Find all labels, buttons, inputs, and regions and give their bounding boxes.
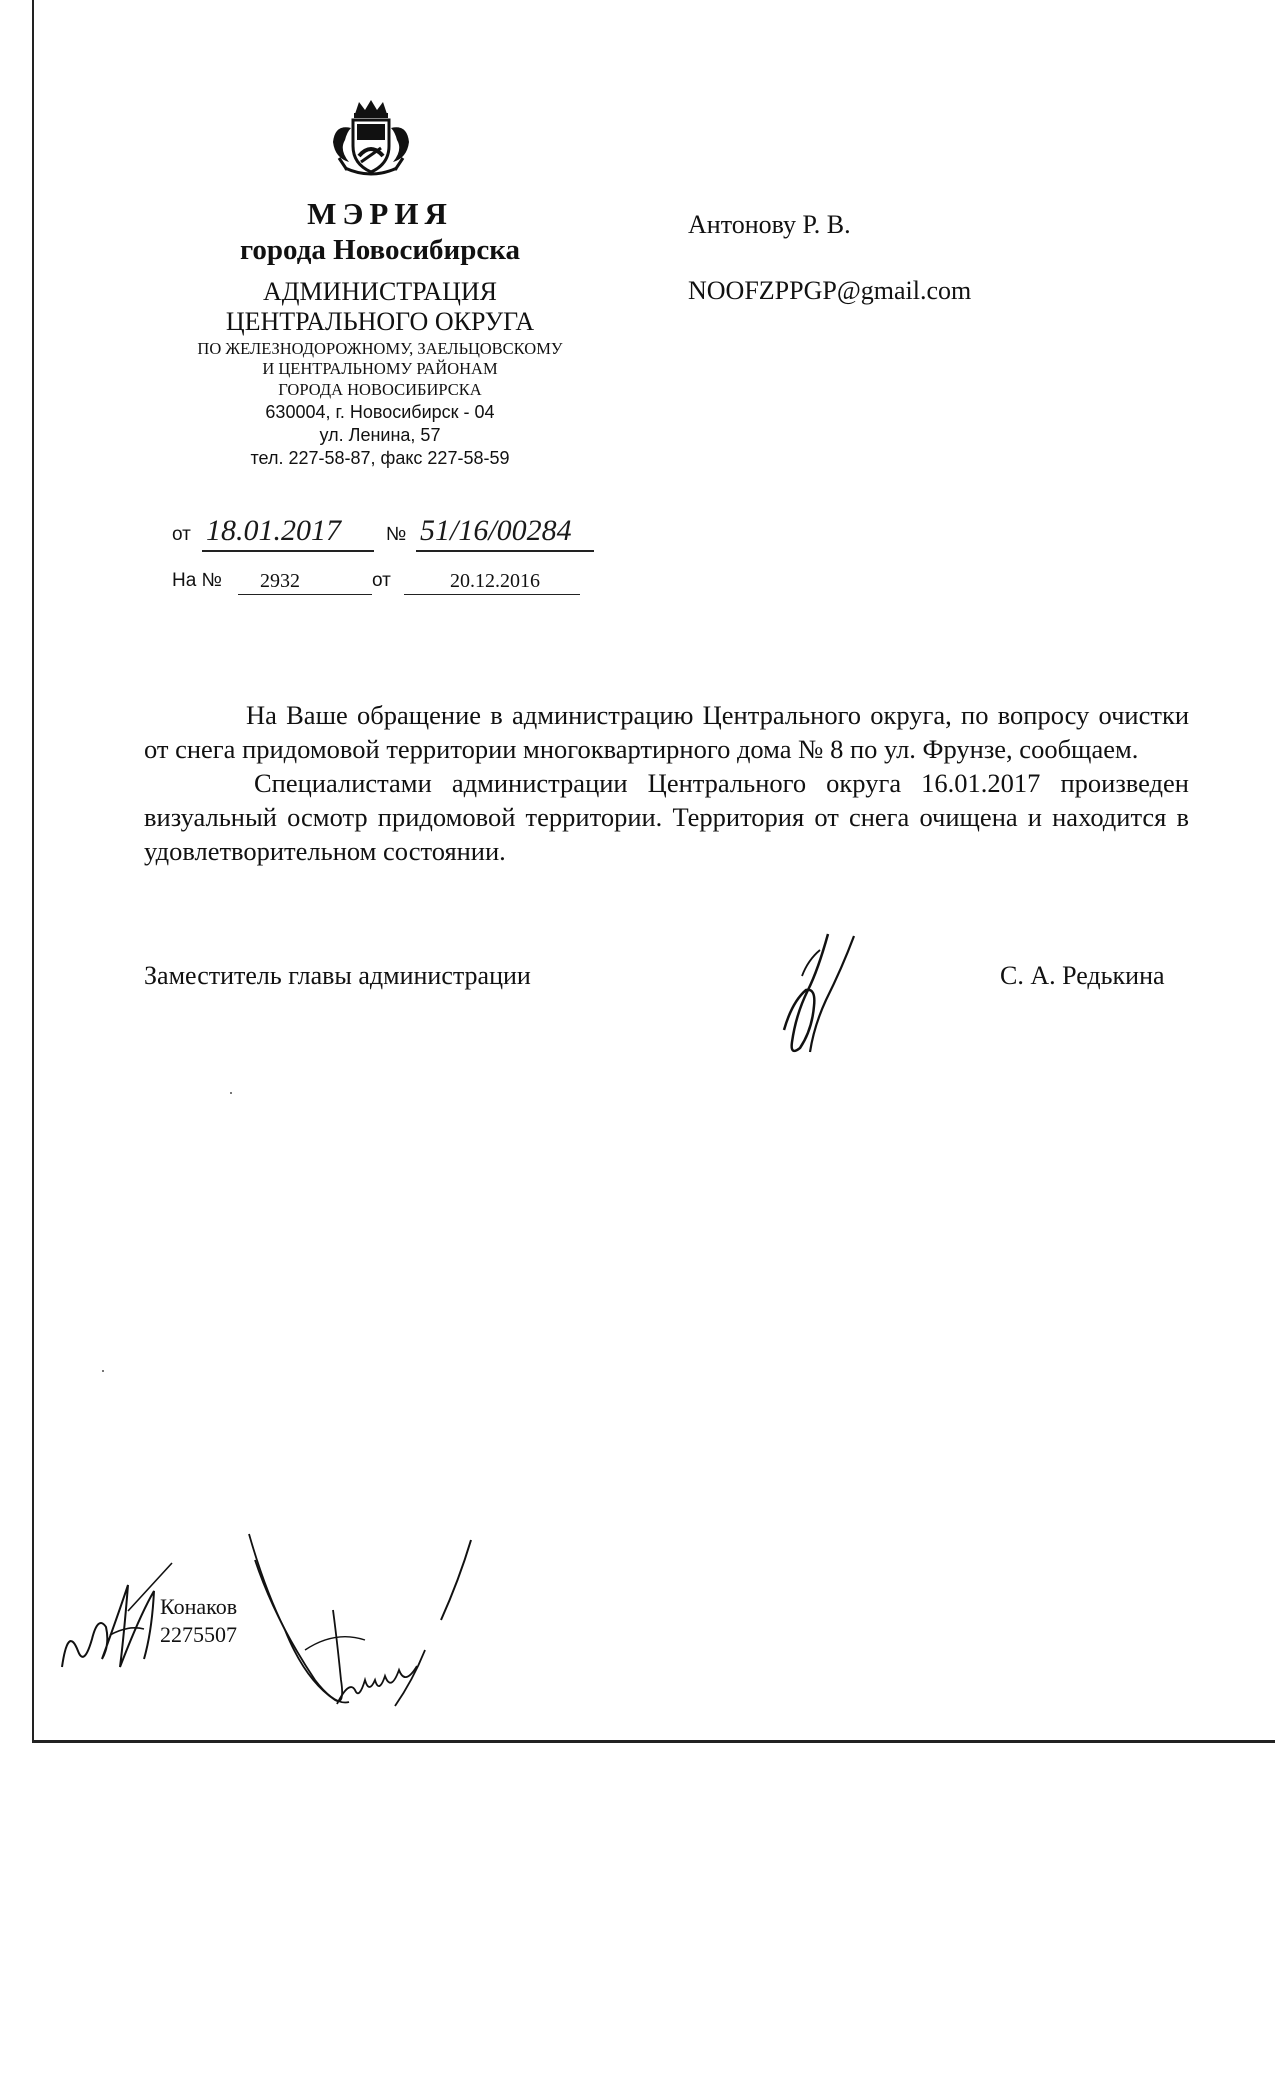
- incoming-from-label: от: [372, 570, 391, 591]
- executor-phone: 2275507: [160, 1622, 237, 1647]
- body-paragraph-2: Специалистами администрации Центрального округа 16.01.2017 произведен визуальный осмотр придомовой территории. Территория от снега очищена и находится в удовлетворительном состоянии.: [144, 768, 1189, 866]
- outgoing-from-label: от: [172, 524, 191, 545]
- outgoing-number-label: №: [386, 524, 407, 545]
- letterhead-admin: АДМИНИСТРАЦИЯ: [263, 276, 497, 306]
- outgoing-date-underline: [202, 550, 374, 552]
- letterhead-address-2: ул. Ленина, 57: [319, 425, 441, 446]
- body-paragraph-1: На Ваше обращение в администрацию Центрального округа, по вопросу очистки от снега придомовой территории многоквартирного дома № 8 по ул. Фрунзе, сообщаем.: [144, 700, 1189, 764]
- incoming-number: 2932: [260, 570, 300, 592]
- incoming-number-underline: [238, 594, 372, 595]
- letterhead-address-1: 630004, г. Новосибирск - 04: [265, 401, 495, 422]
- large-signature-icon: [245, 1530, 475, 1710]
- outgoing-number: 51/16/00284: [420, 514, 572, 547]
- incoming-label: На №: [172, 570, 222, 591]
- letterhead-meria: МЭРИЯ: [307, 196, 453, 231]
- coat-of-arms-icon: [325, 98, 417, 182]
- handwritten-signature-icon: [762, 930, 862, 1060]
- executor-name: Конаков: [160, 1594, 238, 1619]
- recipient-email: NOOFZPPGP@gmail.com: [688, 276, 972, 305]
- scan-border-left: [32, 0, 34, 1742]
- letterhead-districts-1: ПО ЖЕЛЕЗНОДОРОЖНОМУ, ЗАЕЛЬЦОВСКОМУ: [197, 338, 563, 358]
- letterhead-districts-3: ГОРОДА НОВОСИБИРСКА: [278, 380, 482, 400]
- recipient-name: Антонову Р. В.: [688, 210, 851, 239]
- letter-body: [144, 698, 1189, 868]
- signatory-title: Заместитель главы администрации: [144, 961, 531, 990]
- outgoing-date: 18.01.2017: [206, 514, 341, 547]
- letterhead-phone-fax: тел. 227-58-87, факс 227-58-59: [250, 448, 510, 469]
- outgoing-number-underline: [416, 550, 594, 552]
- letterhead: [140, 196, 620, 471]
- incoming-date: 20.12.2016: [450, 570, 540, 592]
- signatory-name: С. А. Редькина: [1000, 961, 1165, 990]
- letterhead-districts-2: И ЦЕНТРАЛЬНОМУ РАЙОНАМ: [262, 359, 498, 379]
- letterhead-city: города Новосибирска: [239, 233, 521, 266]
- scan-border-bottom: [32, 1740, 1275, 1743]
- incoming-date-underline: [404, 594, 580, 595]
- letterhead-okrug: ЦЕНТРАЛЬНОГО ОКРУГА: [225, 306, 535, 336]
- scan-speck: [102, 1370, 104, 1372]
- scan-speck: [230, 1092, 232, 1094]
